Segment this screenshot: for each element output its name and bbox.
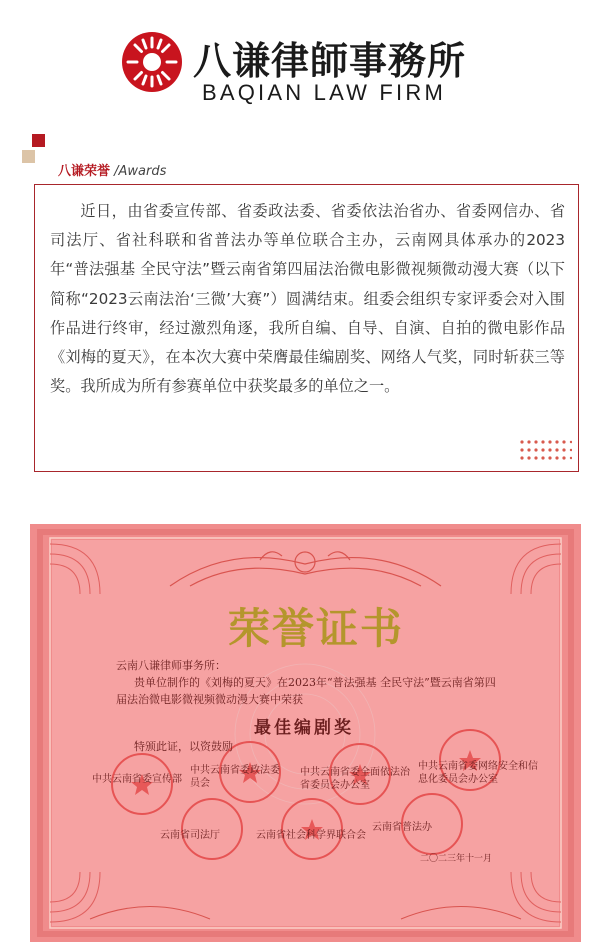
certificate-issuer: 中共云南省委网络安全和信息化委员会办公室: [418, 761, 538, 785]
certificate-title: 荣誉证书: [228, 604, 405, 653]
certificate-award: 最佳编剧奖: [254, 718, 354, 738]
decor-square-tan: [22, 150, 35, 163]
article-body: 近日，由省委宣传部、省委政法委、省委依法治省办、省委网信办、省司法厅、省社科联和省普法办等单位联合主办，云南网具体承办的2023年“普法强基 全民守法”暨云南省第四届法治微电影微视频微动漫大赛（以下简称“2023云南法治‘三微’大赛”）圆满结束。组委会组织专家评委会对入围作品进行终审，经过激烈角逐，我所自编、自导、自演、自拍的微电影作品《刘梅的夏天》，在本次大赛中荣膺最佳编剧奖、网络人气奖，同时斩获三等奖。我所成为所有参赛单位中获奖最多的单位之一。: [50, 202, 565, 396]
dots-decoration-icon: [520, 440, 572, 460]
certificate-issuer: 云南省社会科学界联合会: [256, 830, 366, 841]
section-title-cn: 八谦荣誉: [58, 164, 111, 179]
certificate-closing: 特颁此证，以资鼓励: [134, 740, 233, 753]
section-title: [58, 160, 166, 179]
firm-name-en: BAQIAN LAW FIRM: [202, 80, 446, 105]
certificate-date: 二〇二三年十一月: [420, 854, 493, 864]
certificate-recipient: 云南八谦律师事务所：: [116, 659, 226, 672]
certificate-issuer: 云南省司法厅: [160, 830, 220, 841]
header: [0, 0, 610, 128]
certificate-issuer: 中共云南省委宣传部: [92, 774, 182, 785]
firm-name-cn: 八谦律師事務所: [193, 38, 467, 83]
certificate-line-1: 贵单位制作的《刘梅的夏天》在2023年“普法强基 全民守法”暨云南省第四: [134, 676, 496, 689]
section-title-en: /Awards: [110, 164, 167, 179]
decor-square-red: [32, 134, 45, 147]
sun-burst-logo-icon: [120, 30, 184, 94]
certificate-issuer: 中共云南省委政法委员会: [190, 765, 280, 789]
certificate-line-2: 届法治微电影微视频微动漫大赛中荣获: [116, 693, 303, 706]
certificate-issuer: 中共云南省委全面依法治省委员会办公室: [300, 767, 410, 791]
certificate-issuer: 云南省普法办: [372, 822, 432, 833]
